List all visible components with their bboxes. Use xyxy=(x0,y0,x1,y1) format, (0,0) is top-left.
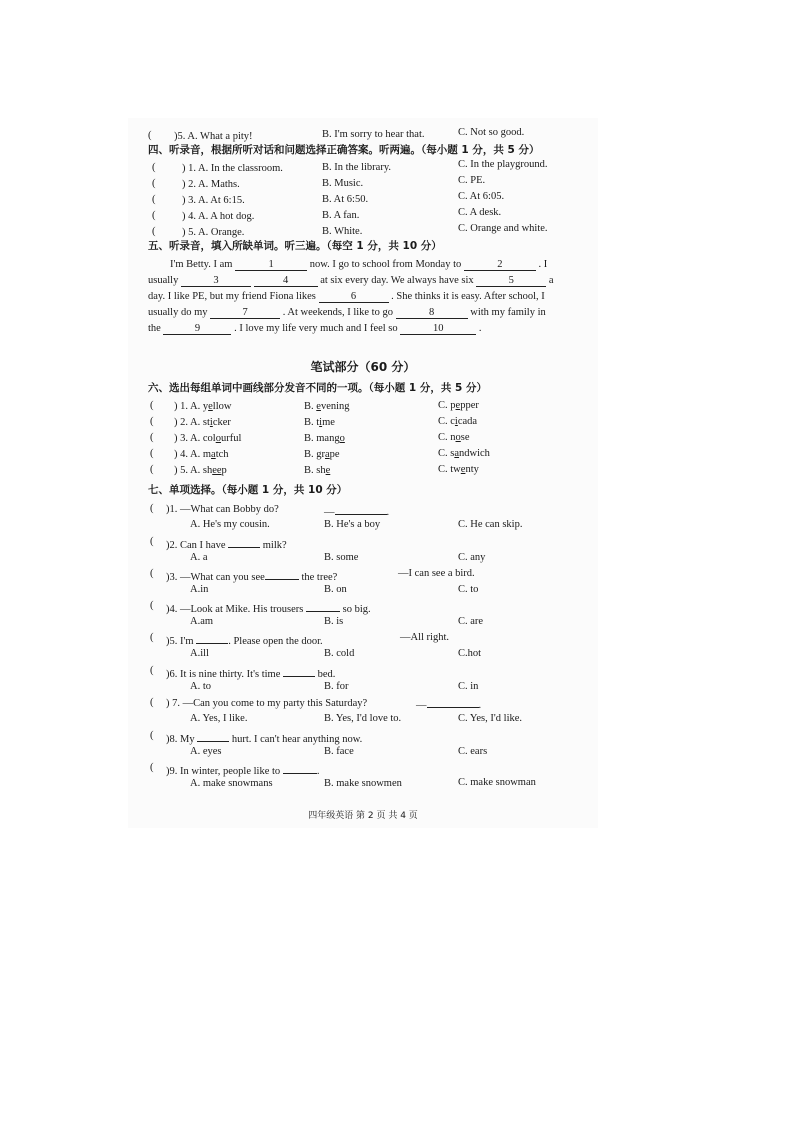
section-4-heading: 四、听录音，根据所听对话和问题选择正确答案。听两遍。（每小题 1 分，共 5 分） xyxy=(148,144,540,156)
option-a: A. eyes xyxy=(190,746,222,757)
option-a: ) 3. A. colourful xyxy=(174,433,242,444)
option-c: C. any xyxy=(458,552,486,563)
option-a: ) 2. A. sticker xyxy=(174,417,231,428)
answer-paren[interactable]: ( xyxy=(150,464,154,475)
passage-line-4 xyxy=(148,306,546,319)
option-b: B. Yes, I'd love to. xyxy=(324,713,402,724)
section-5-heading: 五、听录音，填入所缺单词。听三遍。（每空 1 分，共 10 分） xyxy=(148,240,442,252)
option-a: A.am xyxy=(190,616,214,627)
passage-text: at six every day. We always have six xyxy=(320,275,474,286)
question: )8. My hurt. I can't hear anything now. xyxy=(166,730,362,746)
answer-line: — . xyxy=(324,503,389,519)
exam-page xyxy=(128,118,598,828)
option-b: B. mango xyxy=(304,433,345,444)
option-a: A.ill xyxy=(190,648,209,659)
fill-blank[interactable] xyxy=(306,600,340,612)
q-text: ) 2. A. Maths. xyxy=(182,179,240,190)
answer-paren[interactable]: ( xyxy=(150,432,154,443)
answer-paren[interactable]: ( xyxy=(150,730,154,741)
question: )2. Can I have milk? xyxy=(166,536,287,552)
passage-text: the xyxy=(148,323,161,334)
fill-blank[interactable]: 3 xyxy=(181,275,251,287)
answer-paren[interactable]: ( xyxy=(150,536,154,547)
option-b: B. A fan. xyxy=(322,210,360,221)
option-b: B. Music. xyxy=(322,178,364,189)
option-a: ) 5. A. sheep xyxy=(174,465,227,476)
passage-line-2 xyxy=(148,274,554,287)
q-text: ) 1. A. In the classroom. xyxy=(182,163,283,174)
passage-text: . xyxy=(478,323,482,334)
fill-blank[interactable]: 6 xyxy=(319,291,389,303)
option-c: C. twenty xyxy=(438,464,479,475)
passage-text: usually xyxy=(148,275,179,286)
answer-paren[interactable]: ( xyxy=(150,665,154,676)
answer-paren[interactable]: ( xyxy=(150,697,154,708)
passage-text: day. I like PE, but my friend Fiona likes xyxy=(148,291,316,302)
fill-blank[interactable]: 10 xyxy=(400,323,476,335)
option-b: B. At 6:50. xyxy=(322,194,369,205)
question: ) 7. —Can you come to my party this Saturday? xyxy=(166,698,368,709)
option-a: A. Yes, I like. xyxy=(190,713,248,724)
q-text: ) 4. A. A hot dog. xyxy=(182,211,255,222)
fill-blank[interactable] xyxy=(228,536,260,548)
fill-blank[interactable]: 9 xyxy=(163,323,231,335)
answer-paren[interactable]: ( xyxy=(148,130,152,141)
option-b: B. time xyxy=(304,417,335,428)
fill-blank[interactable]: 8 xyxy=(396,307,468,319)
option-b: B. make snowmen xyxy=(324,778,402,789)
option-b: B. cold xyxy=(324,648,355,659)
question: )4. —Look at Mike. His trousers so big. xyxy=(166,600,371,616)
option-a: A. He's my cousin. xyxy=(190,519,270,530)
fill-blank[interactable]: 4 xyxy=(254,275,318,287)
passage-text: . I xyxy=(538,259,548,270)
option-c: C. pepper xyxy=(438,400,479,411)
answer-line: — . xyxy=(416,696,481,712)
option-c: C. cicada xyxy=(438,416,478,427)
option-a: A. make snowmans xyxy=(190,778,273,789)
option-a: ) 1. A. yellow xyxy=(174,401,232,412)
option-c: C. At 6:05. xyxy=(458,191,505,202)
option-c: C. A desk. xyxy=(458,207,502,218)
fill-blank[interactable] xyxy=(197,730,229,742)
response: —I can see a bird. xyxy=(398,568,475,579)
fill-blank[interactable] xyxy=(283,665,315,677)
passage-text: I'm Betty. I am xyxy=(170,259,233,270)
option-b: B. grape xyxy=(304,449,340,460)
answer-paren[interactable]: ( xyxy=(150,762,154,773)
option-c: C. sandwich xyxy=(438,448,490,459)
option-b: B. on xyxy=(324,584,347,595)
passage-text: usually do my xyxy=(148,307,208,318)
fill-blank[interactable] xyxy=(265,568,299,580)
fill-blank[interactable]: 5 xyxy=(476,275,546,287)
fill-blank[interactable] xyxy=(196,632,228,644)
option-c: C. are xyxy=(458,616,484,627)
option-c: C. to xyxy=(458,584,479,595)
option-b: B. is xyxy=(324,616,344,627)
fill-blank[interactable]: 7 xyxy=(210,307,280,319)
answer-paren[interactable]: ( xyxy=(150,416,154,427)
option-b: B. she xyxy=(304,465,331,476)
option-c: C. Not so good. xyxy=(458,127,525,138)
answer-paren[interactable]: ( xyxy=(152,194,156,205)
option-b: B. evening xyxy=(304,401,350,412)
fill-blank[interactable] xyxy=(427,696,479,708)
fill-blank[interactable]: 2 xyxy=(464,259,536,271)
passage-text: . She thinks it is easy. After school, I xyxy=(391,291,545,302)
q-text: ) 3. A. At 6:15. xyxy=(182,195,245,206)
answer-paren[interactable]: ( xyxy=(150,448,154,459)
passage-line-5 xyxy=(148,322,482,335)
question: )6. It is nine thirty. It's time bed. xyxy=(166,665,335,681)
answer-paren[interactable]: ( xyxy=(150,632,154,643)
section-7-heading: 七、单项选择。（每小题 1 分，共 10 分） xyxy=(148,484,348,496)
option-b: B. He's a boy xyxy=(324,519,381,530)
option-c: C. Orange and white. xyxy=(458,223,548,234)
option-b: B. I'm sorry to hear that. xyxy=(322,129,425,140)
question: )9. In winter, people like to . xyxy=(166,762,319,778)
option-c: C. Yes, I'd like. xyxy=(458,713,523,724)
answer-paren[interactable]: ( xyxy=(150,600,154,611)
passage-line-3 xyxy=(148,290,545,303)
answer-paren[interactable]: ( xyxy=(152,162,156,173)
answer-paren[interactable]: ( xyxy=(150,568,154,579)
option-b: B. face xyxy=(324,746,354,757)
option-c: C.hot xyxy=(458,648,482,659)
option-c: C. make snowman xyxy=(458,777,536,788)
answer-paren[interactable]: ( xyxy=(152,210,156,221)
option-c: C. in xyxy=(458,681,479,692)
option-b: B. for xyxy=(324,681,349,692)
answer-paren[interactable]: ( xyxy=(152,178,156,189)
response: —All right. xyxy=(400,632,449,643)
option-b: B. White. xyxy=(322,226,363,237)
option-c: C. ears xyxy=(458,746,488,757)
passage-text: now. I go to school from Monday to xyxy=(309,259,462,270)
question: )5. I'm . Please open the door. xyxy=(166,632,323,648)
option-b: B. some xyxy=(324,552,359,563)
written-part-title: 笔试部分（60 分） xyxy=(310,360,416,374)
answer-paren[interactable]: ( xyxy=(150,400,154,411)
page-footer: 四年级英语 第 2 页 共 4 页 xyxy=(308,811,418,821)
section-6-heading: 六、选出每组单词中画线部分发音不同的一项。（每小题 1 分，共 5 分） xyxy=(148,382,487,394)
option-a: ) 4. A. match xyxy=(174,449,229,460)
q-text: )5. A. What a pity! xyxy=(174,131,253,142)
q-text: ) 5. A. Orange. xyxy=(182,227,245,238)
fill-blank[interactable]: 1 xyxy=(235,259,307,271)
question: )1. —What can Bobby do? xyxy=(166,504,279,515)
option-a: A. a xyxy=(190,552,208,563)
option-a: A.in xyxy=(190,584,209,595)
passage-text: a xyxy=(548,275,554,286)
question: )3. —What can you see the tree? xyxy=(166,568,337,584)
answer-paren[interactable]: ( xyxy=(152,226,156,237)
fill-blank[interactable] xyxy=(283,762,317,774)
answer-paren[interactable]: ( xyxy=(150,503,154,514)
option-b: B. In the library. xyxy=(322,162,392,173)
passage-text: . I love my life very much and I feel so xyxy=(234,323,398,334)
option-c: C. PE. xyxy=(458,175,486,186)
option-c: C. nose xyxy=(438,432,470,443)
fill-blank[interactable] xyxy=(335,503,387,515)
passage-text: . At weekends, I like to go xyxy=(282,307,393,318)
passage-text: with my family in xyxy=(470,307,546,318)
option-c: C. He can skip. xyxy=(458,519,523,530)
passage-line-1 xyxy=(170,258,547,271)
option-c: C. In the playground. xyxy=(458,159,548,170)
option-a: A. to xyxy=(190,681,211,692)
